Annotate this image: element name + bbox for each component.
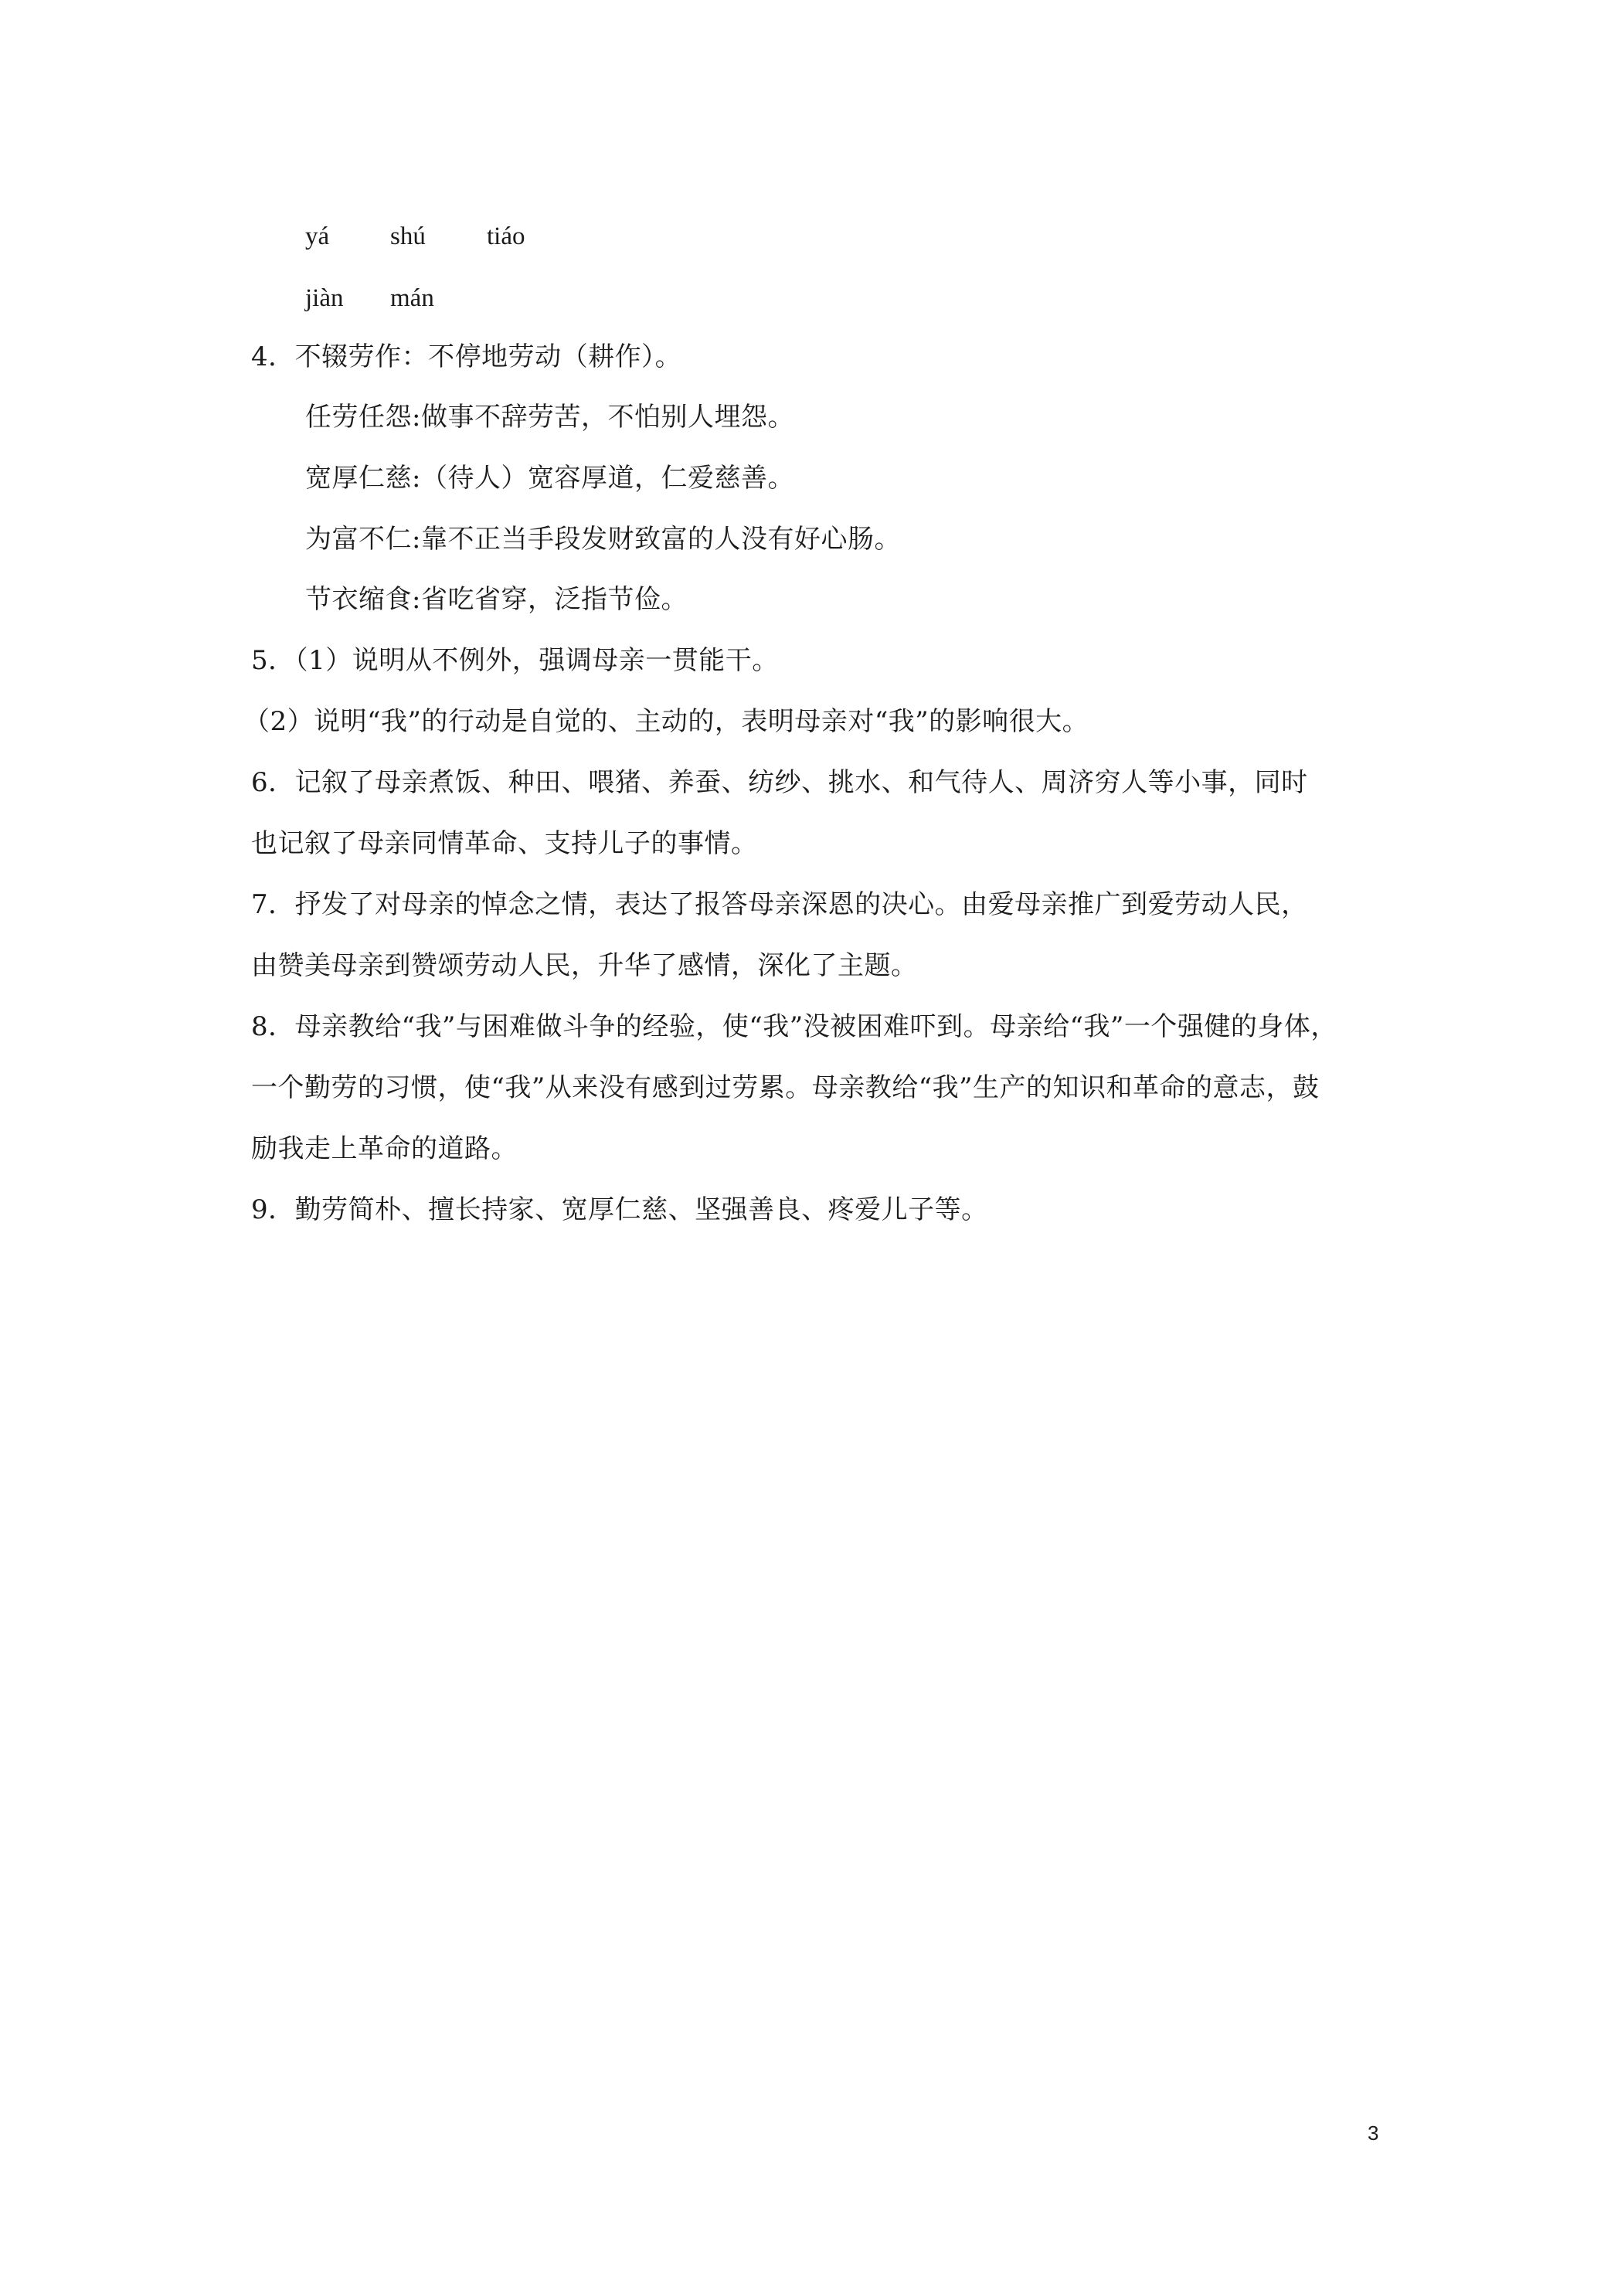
answer-5-part-1: 5．（1）说明从不例外，强调母亲一贯能干。 [251,645,779,676]
answer-4-main: 4．不辍劳作：不停地劳动（耕作）。 [251,341,682,372]
pinyin-ya: yá [305,222,330,250]
pinyin-tiao: tiáo [487,222,525,250]
pinyin-shu: shú [390,222,426,250]
answer-8-line-3: 励我走上革命的道路。 [251,1133,518,1164]
pinyin-jian: jiàn [305,284,344,312]
answer-6-line-2: 也记叙了母亲同情革命、支持儿子的事情。 [251,828,758,859]
answer-8-line-1: 8．母亲教给“我”与困难做斗争的经验，使“我”没被困难吓到。母亲给“我”一个强健的身体， [251,1011,1337,1042]
answer-7-line-1: 7．抒发了对母亲的悼念之情，表达了报答母亲深恩的决心。由爱母亲推广到爱劳动人民， [251,889,1308,920]
pinyin-man: mán [390,284,434,312]
answer-7-line-2: 由赞美母亲到赞颂劳动人民，升华了感情，深化了主题。 [251,950,918,981]
answer-8-line-2: 一个勤劳的习惯，使“我”从来没有感到过劳累。母亲教给“我”生产的知识和革命的意志，鼓 [251,1072,1320,1103]
answer-6-line-1: 6．记叙了母亲煮饭、种田、喂猪、养蚕、纺纱、挑水、和气待人、周济穷人等小事，同时 [251,767,1308,798]
answer-4-item-2: 宽厚仁慈:（待人）宽容厚道，仁爱慈善。 [305,463,794,494]
answer-4-item-4: 节衣缩食:省吃省穿，泛指节俭。 [305,584,688,615]
answer-4-item-3: 为富不仁:靠不正当手段发财致富的人没有好心肠。 [305,524,901,555]
page-number: 3 [1368,2121,1379,2145]
answer-5-part-2: （2）说明“我”的行动是自觉的、主动的，表明母亲对“我”的影响很大。 [243,706,1089,737]
answer-4-item-1: 任劳任怨:做事不辞劳苦，不怕别人埋怨。 [305,402,794,433]
answer-9: 9．勤劳简朴、擅长持家、宽厚仁慈、坚强善良、疼爱儿子等。 [251,1194,988,1225]
